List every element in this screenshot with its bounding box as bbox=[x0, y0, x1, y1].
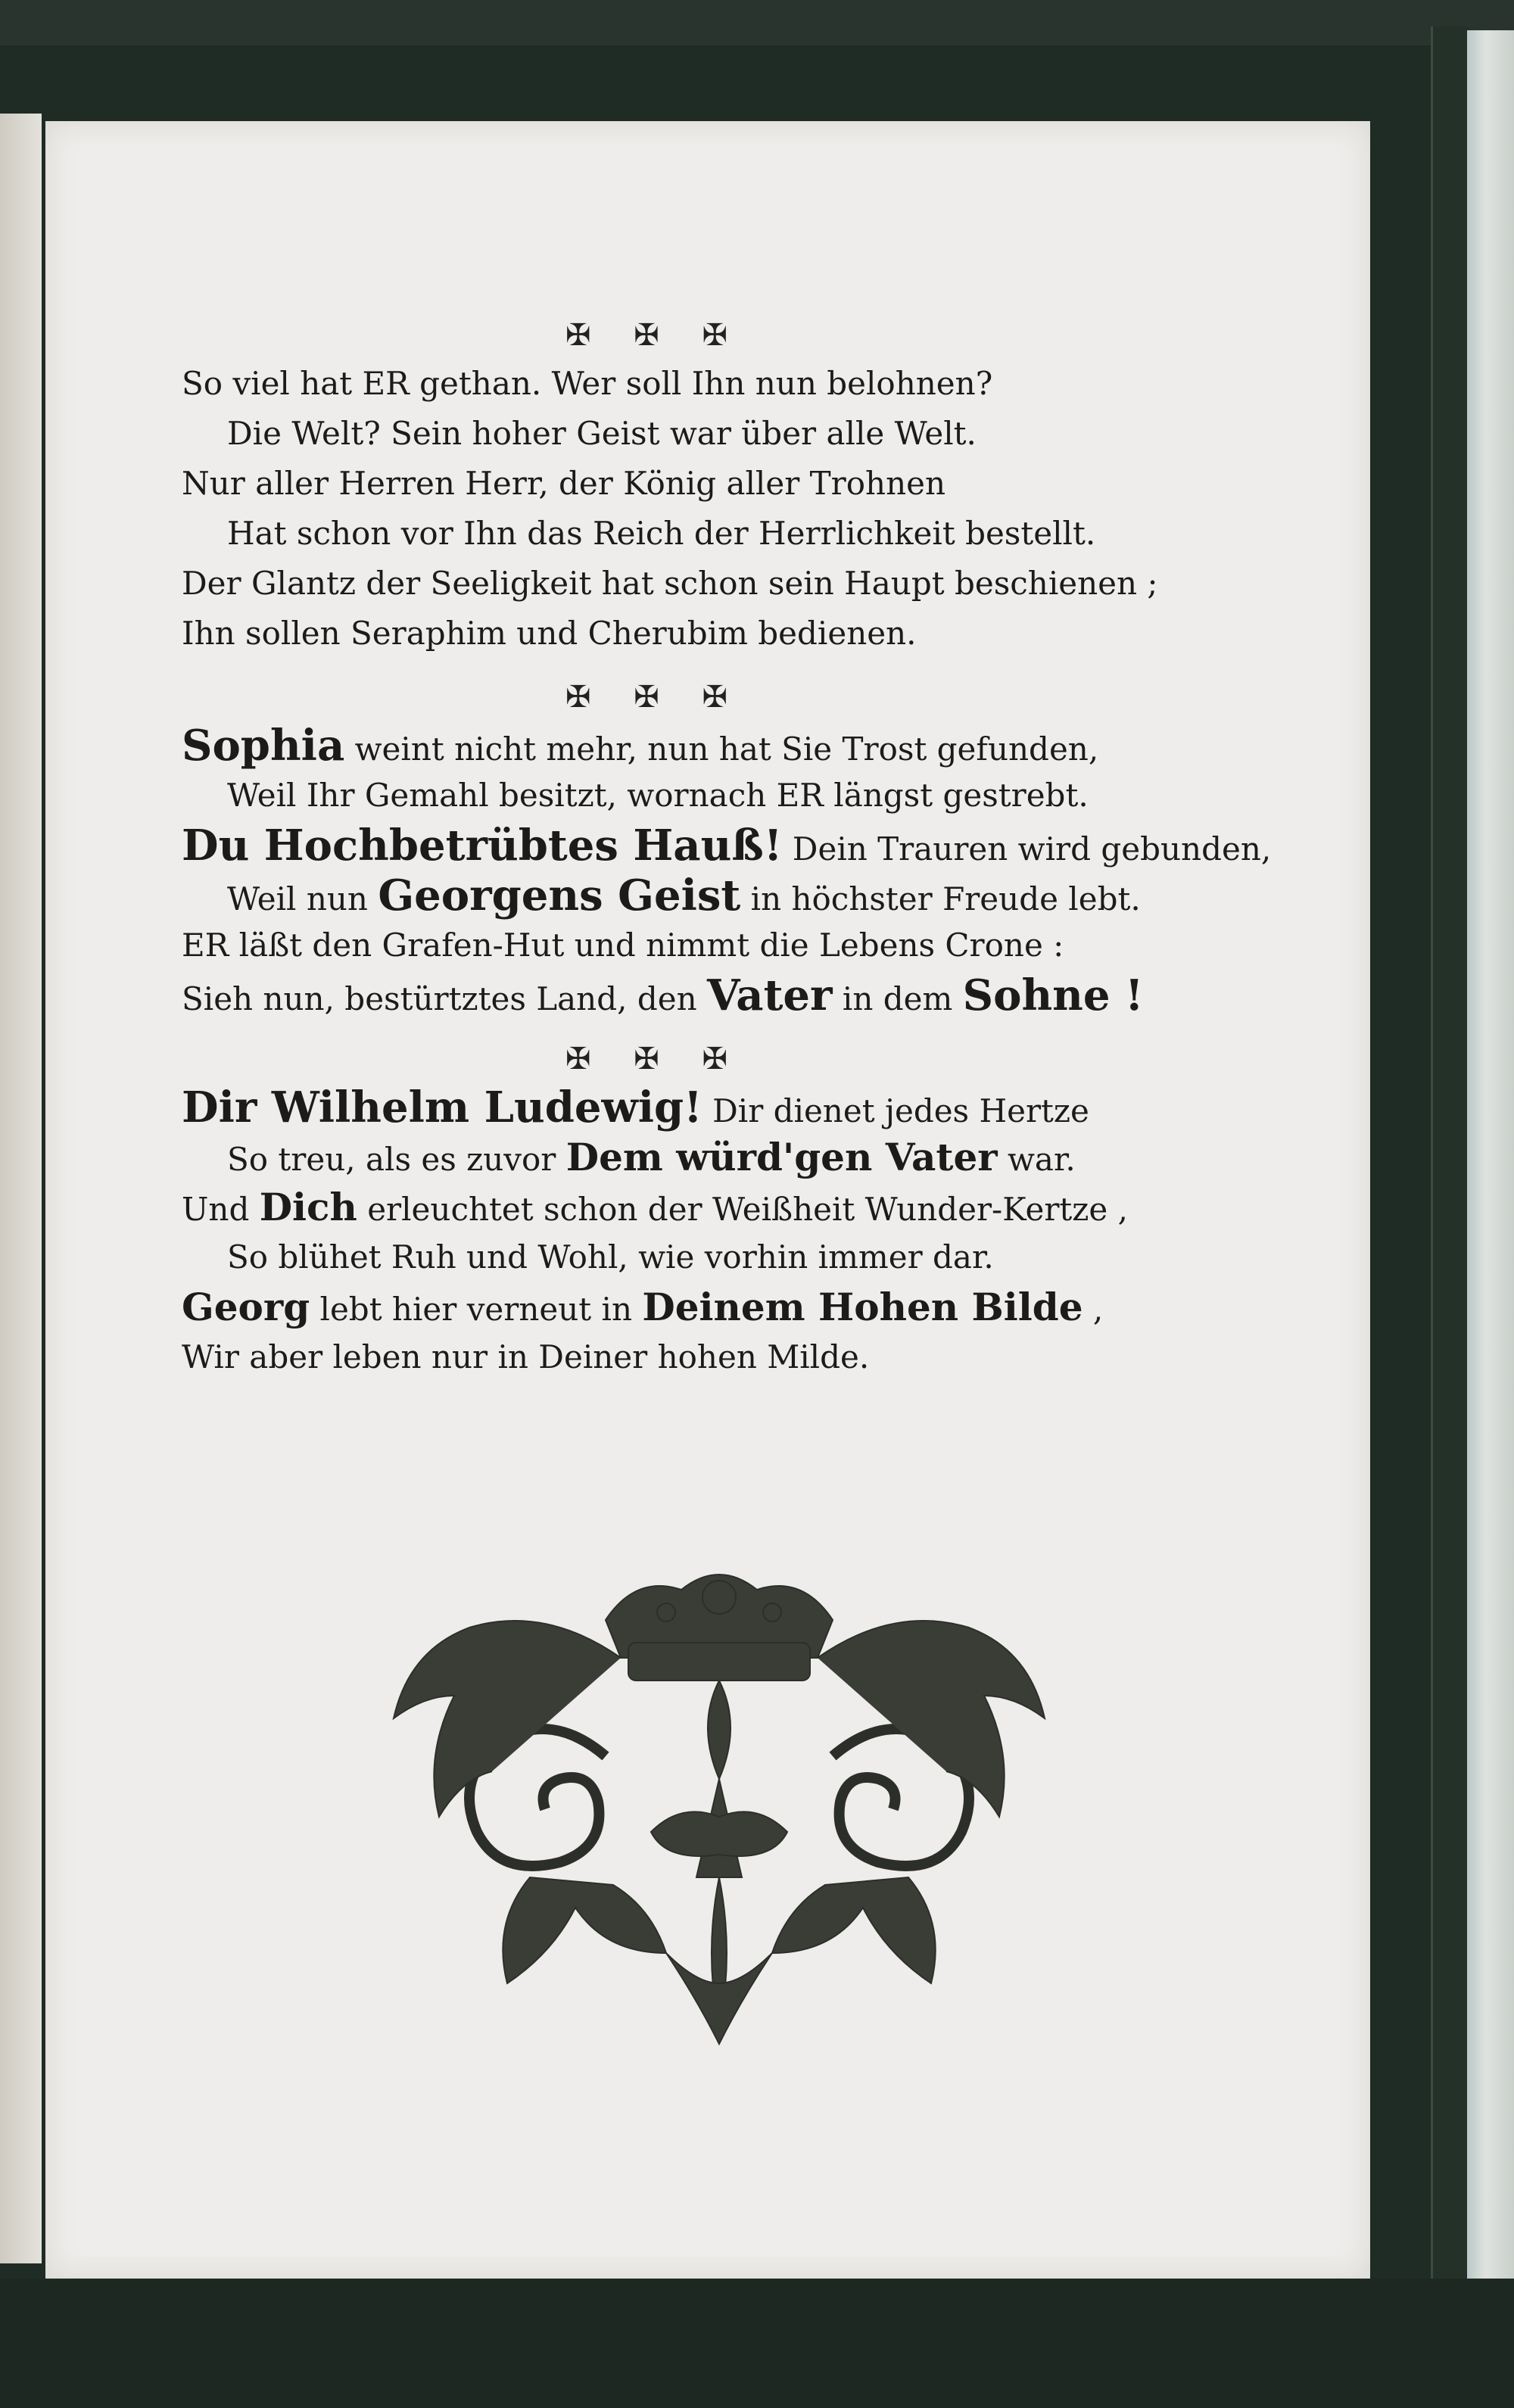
verse-line: Hat schon vor Ihn das Reich der Herrlichkeit bestellt. bbox=[227, 515, 1096, 552]
verse-line: ER läßt den Grafen-Hut und nimmt die Lebens Crone : bbox=[182, 927, 1064, 964]
verse-line bbox=[182, 1132, 1128, 1182]
verse-line bbox=[182, 1182, 1128, 1232]
emphasis-text: Vater bbox=[706, 970, 833, 1020]
verse-text: So treu, als es zuvor bbox=[227, 1141, 566, 1178]
emphasis-text: Dir Wilhelm Ludewig! bbox=[182, 1083, 702, 1132]
verse-line bbox=[182, 871, 1141, 921]
verse-text: in höchster Freude lebt. bbox=[740, 880, 1141, 917]
stanza-1 bbox=[182, 359, 1158, 659]
cover-board bbox=[1431, 26, 1469, 2350]
emphasis-text: Du Hochbetrübtes Hauß! bbox=[182, 821, 783, 871]
verse-text: in dem bbox=[832, 980, 963, 1017]
verse-line bbox=[182, 1083, 1128, 1132]
verse-line bbox=[182, 1282, 1128, 1332]
verse-line: Der Glantz der Seeligkeit hat schon sein Haupt beschienen ; bbox=[182, 565, 1158, 602]
emphasis-text: Deinem Hohen Bilde bbox=[642, 1285, 1083, 1329]
emphasis-text: Georgens Geist bbox=[378, 871, 741, 921]
verse-line: So viel hat ER gethan. Wer soll Ihn nun belohnen? bbox=[182, 365, 993, 402]
emphasis-text: Dem würd'gen Vater bbox=[565, 1135, 998, 1179]
verse-line bbox=[182, 821, 1272, 871]
cover-bottom bbox=[0, 2279, 1514, 2408]
verse-text: Und bbox=[182, 1191, 260, 1228]
verse-text: Dir dienet jedes Hertze bbox=[702, 1092, 1089, 1129]
emphasis-text: Sohne ! bbox=[962, 970, 1144, 1020]
verse-text: , bbox=[1083, 1291, 1104, 1328]
emphasis-text: Georg bbox=[182, 1285, 310, 1329]
verse-text: lebt hier verneut in bbox=[310, 1291, 643, 1328]
cover-top bbox=[0, 0, 1514, 45]
stanza-3 bbox=[182, 1083, 1128, 1382]
poem bbox=[182, 318, 1272, 1382]
facing-page-edge bbox=[0, 114, 42, 2263]
verse-text: erleuchtet schon der Weißheit Wunder-Kertze , bbox=[357, 1191, 1128, 1228]
verse-text: weint nicht mehr, nun hat Sie Trost gefunden, bbox=[344, 730, 1099, 768]
verse-line: Ihn sollen Seraphim und Cherubim bedienen. bbox=[182, 615, 917, 652]
stanza-mark: ✠ ✠ ✠ bbox=[565, 318, 744, 353]
verse-line: Die Welt? Sein hoher Geist war über alle Welt. bbox=[227, 415, 977, 452]
stanza-mark: ✠ ✠ ✠ bbox=[565, 680, 744, 715]
page-block-edge bbox=[1467, 30, 1514, 2408]
stanza-2 bbox=[182, 721, 1272, 1020]
verse-line bbox=[182, 970, 1144, 1020]
verse-line: Nur aller Herren Herr, der König aller Trohnen bbox=[182, 465, 946, 502]
floral-vignette-with-crown-icon bbox=[378, 1529, 1060, 2051]
verse-text: war. bbox=[997, 1141, 1076, 1178]
verse-line bbox=[182, 721, 1128, 771]
verse-text: Weil nun bbox=[227, 880, 378, 917]
emphasis-text: Sophia bbox=[182, 721, 345, 771]
verse-line: Wir aber leben nur in Deiner hohen Milde. bbox=[182, 1338, 870, 1375]
stanza-mark: ✠ ✠ ✠ bbox=[565, 1042, 744, 1076]
verse-line: Weil Ihr Gemahl besitzt, wornach ER längst gestrebt. bbox=[227, 777, 1089, 814]
emphasis-text: Dich bbox=[259, 1185, 357, 1229]
verse-line: So blühet Ruh und Wohl, wie vorhin immer dar. bbox=[227, 1238, 994, 1276]
verse-text: Dein Trauren wird gebunden, bbox=[782, 830, 1272, 868]
verse-text: Sieh nun, bestürtztes Land, den bbox=[182, 980, 707, 1017]
